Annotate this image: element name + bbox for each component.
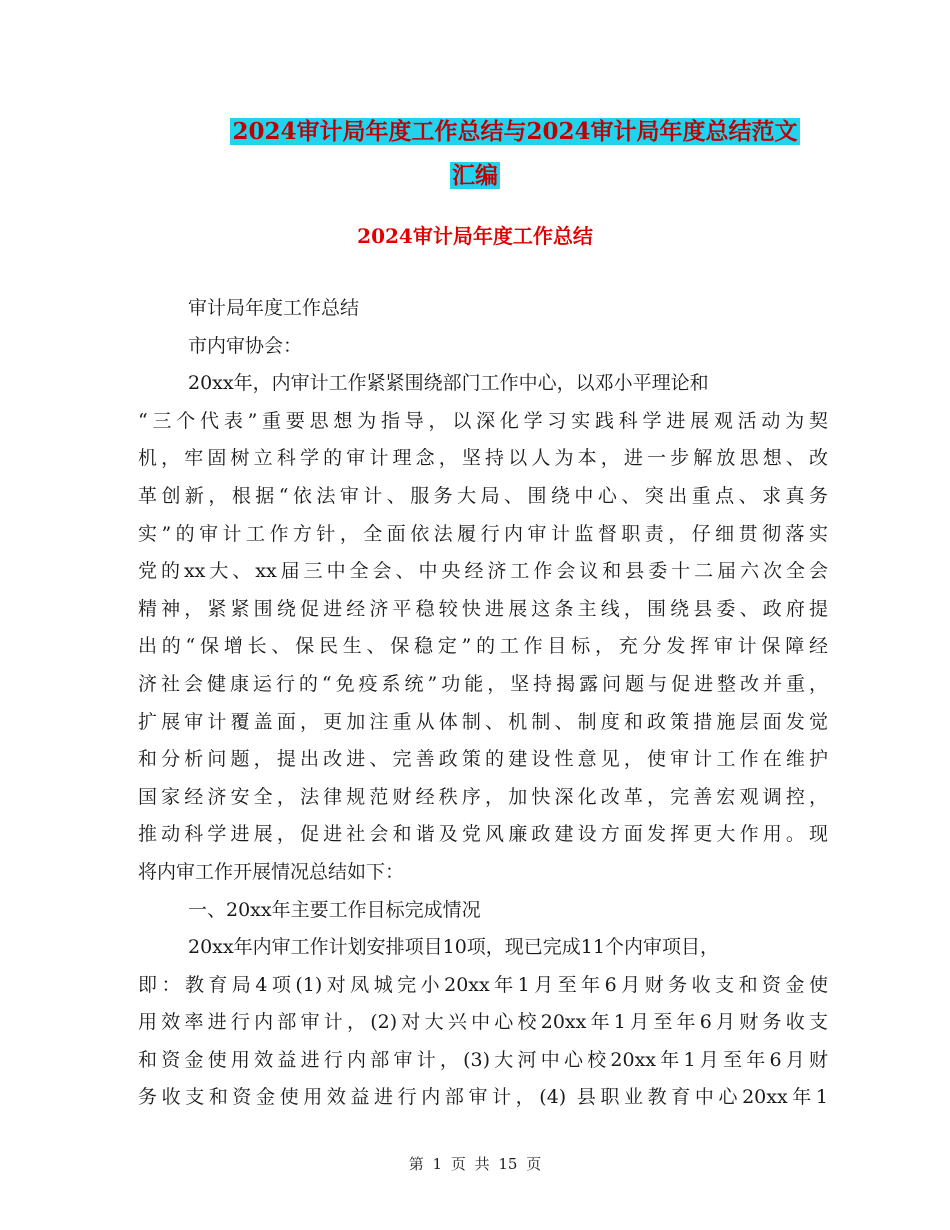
paragraph-line: “三个代表”重要思想为指导，以深化学习实践科学进展观活动为契 bbox=[138, 409, 828, 432]
paragraph-line: 务收支和资金使用效益进行内部审计，(4) 县职业教育中心20xx年1 bbox=[138, 1086, 828, 1109]
paragraph-line: 机，牢固树立科学的审计理念，坚持以人为本，进一步解放思想、改 bbox=[138, 447, 828, 470]
paragraph-line: 实”的审计工作方针，全面依法履行内审计监督职责，仔细贯彻落实 bbox=[138, 522, 828, 545]
paragraph-line: 扩展审计覆盖面，更加注重从体制、机制、制度和政策措施层面发觉 bbox=[138, 710, 828, 733]
document-body bbox=[138, 290, 828, 1117]
paragraph-line: 济社会健康运行的“免疫系统”功能，坚持揭露问题与促进整改并重， bbox=[138, 672, 828, 695]
title-line-2: 汇编 bbox=[452, 162, 498, 189]
paragraph-line: 和分析问题，提出改进、完善政策的建设性意见，使审计工作在维护 bbox=[138, 748, 828, 771]
paragraph-line: 20xx年内审工作计划安排项目10项，现已完成11个内审项目， bbox=[188, 936, 719, 959]
paragraph-line: 一、20xx年主要工作目标完成情况 bbox=[188, 898, 481, 921]
paragraph-line: 将内审工作开展情况总结如下： bbox=[138, 860, 405, 883]
title-line-1: 2024审计局年度工作总结与2024审计局年度总结范文 bbox=[232, 118, 798, 145]
section-heading: 2024审计局年度工作总结 bbox=[357, 224, 593, 248]
paragraph-line: 20xx年，内审计工作紧紧围绕部门工作中心，以邓小平理论和 bbox=[188, 372, 709, 395]
paragraph-line: 即：教育局4项(1)对凤城完小20xx年1月至年6月财务收支和资金使 bbox=[138, 973, 828, 996]
page-number-footer: 第 1 页 共 15 页 bbox=[408, 1155, 542, 1173]
paragraph-line: 审计局年度工作总结 bbox=[188, 297, 360, 319]
paragraph-line: 革创新，根据“依法审计、服务大局、围绕中心、突出重点、求真务 bbox=[138, 484, 828, 507]
paragraph-line: 精神，紧紧围绕促进经济平稳较快进展这条主线，围绕县委、政府提 bbox=[138, 597, 828, 620]
paragraph-line: 党的xx大、xx届三中全会、中央经济工作会议和县委十二届六次全会 bbox=[138, 560, 828, 583]
paragraph-line: 用效率进行内部审计，(2)对大兴中心校20xx年1月至年6月财务收支 bbox=[138, 1011, 828, 1034]
paragraph-line: 和资金使用效益进行内部审计，(3)大河中心校20xx年1月至年6月财 bbox=[138, 1048, 828, 1071]
paragraph-line: 推动科学进展，促进社会和谐及党风廉政建设方面发挥更大作用。现 bbox=[138, 823, 828, 846]
paragraph-line: 出的“保增长、保民生、保稳定”的工作目标，充分发挥审计保障经 bbox=[138, 635, 828, 658]
document-title bbox=[0, 110, 950, 198]
paragraph-line: 市内审协会： bbox=[188, 334, 303, 357]
paragraph-line: 国家经济安全，法律规范财经秩序，加快深化改革，完善宏观调控， bbox=[138, 785, 828, 808]
